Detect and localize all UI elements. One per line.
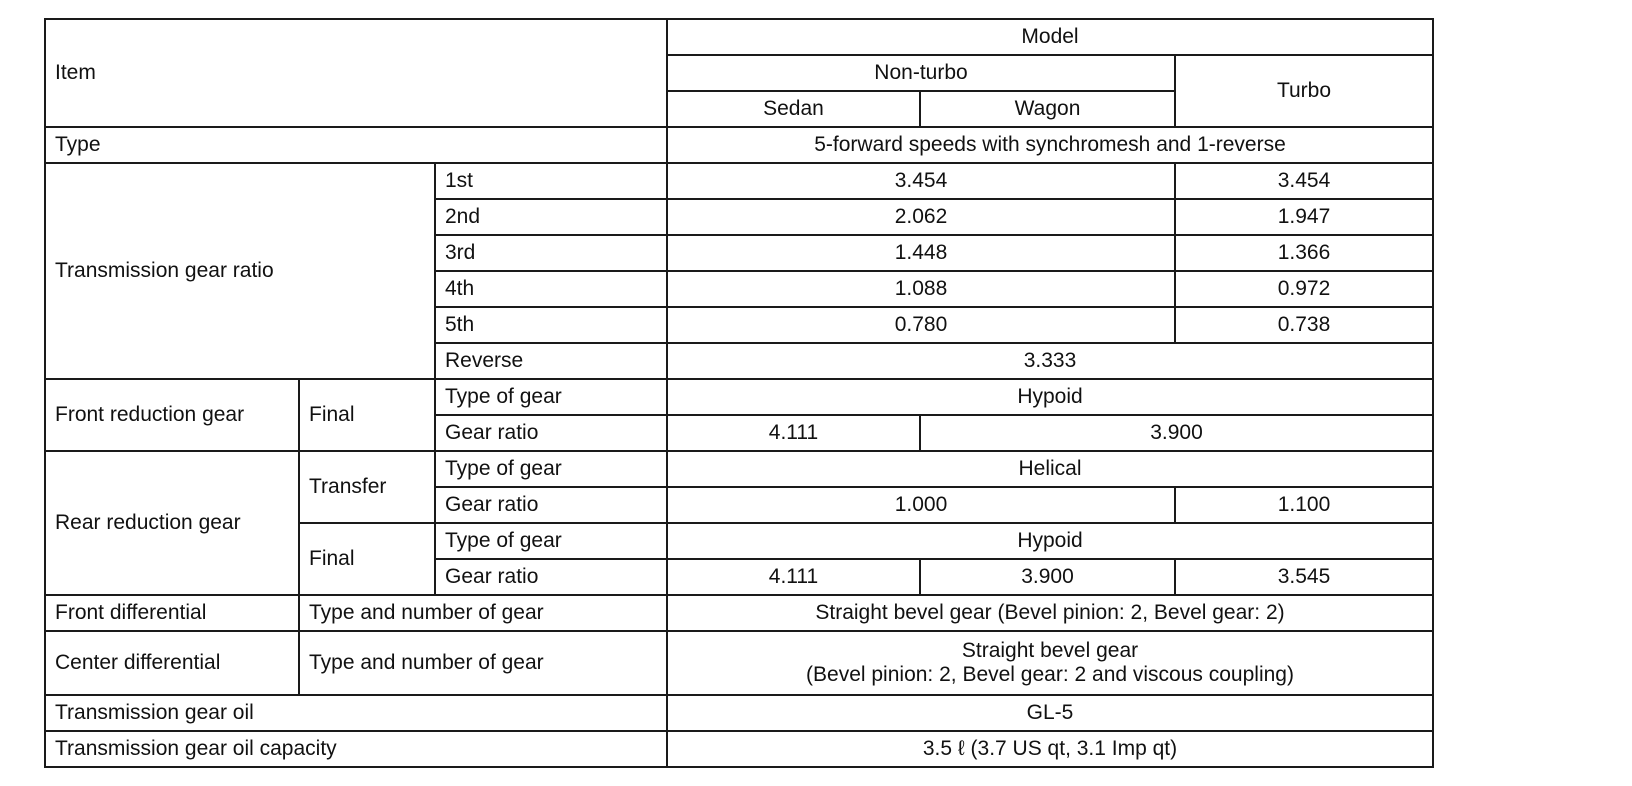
type-label: Type [45,127,667,163]
front-reduction-type-value: Hypoid [667,379,1433,415]
header-sedan: Sedan [667,91,920,127]
row-front-reduction-type [45,379,1433,415]
front-reduction-ratio-sedan: 4.111 [667,415,920,451]
rear-transfer-sub: Transfer [299,451,435,523]
gear-turbo-value: 1.366 [1175,235,1433,271]
oil-capacity-value: 3.5 ℓ (3.7 US qt, 3.1 Imp qt) [667,731,1433,767]
gear-turbo-value: 1.947 [1175,199,1433,235]
header-item: Item [45,19,667,127]
rear-transfer-ratio-label: Gear ratio [435,487,667,523]
gear-ratio-label: Transmission gear ratio [45,163,435,379]
row-oil-capacity [45,731,1433,767]
gear-non-turbo-value: 1.448 [667,235,1175,271]
header-model: Model [667,19,1433,55]
transmission-spec-table [44,18,1434,768]
gear-oil-label: Transmission gear oil [45,695,667,731]
gear-non-turbo-value: 0.780 [667,307,1175,343]
gear-non-turbo-value: 2.062 [667,199,1175,235]
row-rear-transfer-type [45,451,1433,487]
rear-final-type-label: Type of gear [435,523,667,559]
gear-reverse-value: 3.333 [667,343,1433,379]
gear-turbo-value: 3.454 [1175,163,1433,199]
rear-final-type-value: Hypoid [667,523,1433,559]
center-diff-label: Center differential [45,631,299,695]
center-diff-value-line2: (Bevel pinion: 2, Bevel gear: 2 and viscous coupling) [806,663,1294,686]
header-row-model [45,19,1433,55]
rear-final-ratio-turbo: 3.545 [1175,559,1433,595]
row-gear-oil [45,695,1433,731]
header-wagon: Wagon [920,91,1175,127]
front-reduction-sub: Final [299,379,435,451]
front-reduction-label: Front reduction gear [45,379,299,451]
rear-transfer-type-value: Helical [667,451,1433,487]
gear-turbo-value: 0.738 [1175,307,1433,343]
gear-name: 1st [435,163,667,199]
row-type [45,127,1433,163]
gear-name: 5th [435,307,667,343]
row-gear-1st [45,163,1433,199]
rear-reduction-label: Rear reduction gear [45,451,299,595]
front-diff-sub: Type and number of gear [299,595,667,631]
gear-oil-value: GL-5 [667,695,1433,731]
rear-transfer-type-label: Type of gear [435,451,667,487]
front-diff-label: Front differential [45,595,299,631]
gear-non-turbo-value: 1.088 [667,271,1175,307]
gear-name: Reverse [435,343,667,379]
gear-turbo-value: 0.972 [1175,271,1433,307]
center-diff-sub: Type and number of gear [299,631,667,695]
front-reduction-type-label: Type of gear [435,379,667,415]
front-reduction-ratio-label: Gear ratio [435,415,667,451]
row-front-differential [45,595,1433,631]
rear-final-ratio-label: Gear ratio [435,559,667,595]
row-center-differential [45,631,1433,695]
type-value: 5-forward speeds with synchromesh and 1-reverse [667,127,1433,163]
gear-non-turbo-value: 3.454 [667,163,1175,199]
rear-transfer-ratio-turbo: 1.100 [1175,487,1433,523]
front-reduction-ratio-other: 3.900 [920,415,1433,451]
gear-name: 3rd [435,235,667,271]
rear-final-ratio-sedan: 4.111 [667,559,920,595]
rear-final-ratio-wagon: 3.900 [920,559,1175,595]
rear-final-sub: Final [299,523,435,595]
gear-name: 2nd [435,199,667,235]
oil-capacity-label: Transmission gear oil capacity [45,731,667,767]
center-diff-value-line1: Straight bevel gear [961,638,1139,662]
center-diff-value [667,631,1433,695]
rear-transfer-ratio-non-turbo: 1.000 [667,487,1175,523]
gear-name: 4th [435,271,667,307]
header-non-turbo: Non-turbo [667,55,1175,91]
header-turbo: Turbo [1175,55,1433,127]
front-diff-value: Straight bevel gear (Bevel pinion: 2, Bevel gear: 2) [667,595,1433,631]
